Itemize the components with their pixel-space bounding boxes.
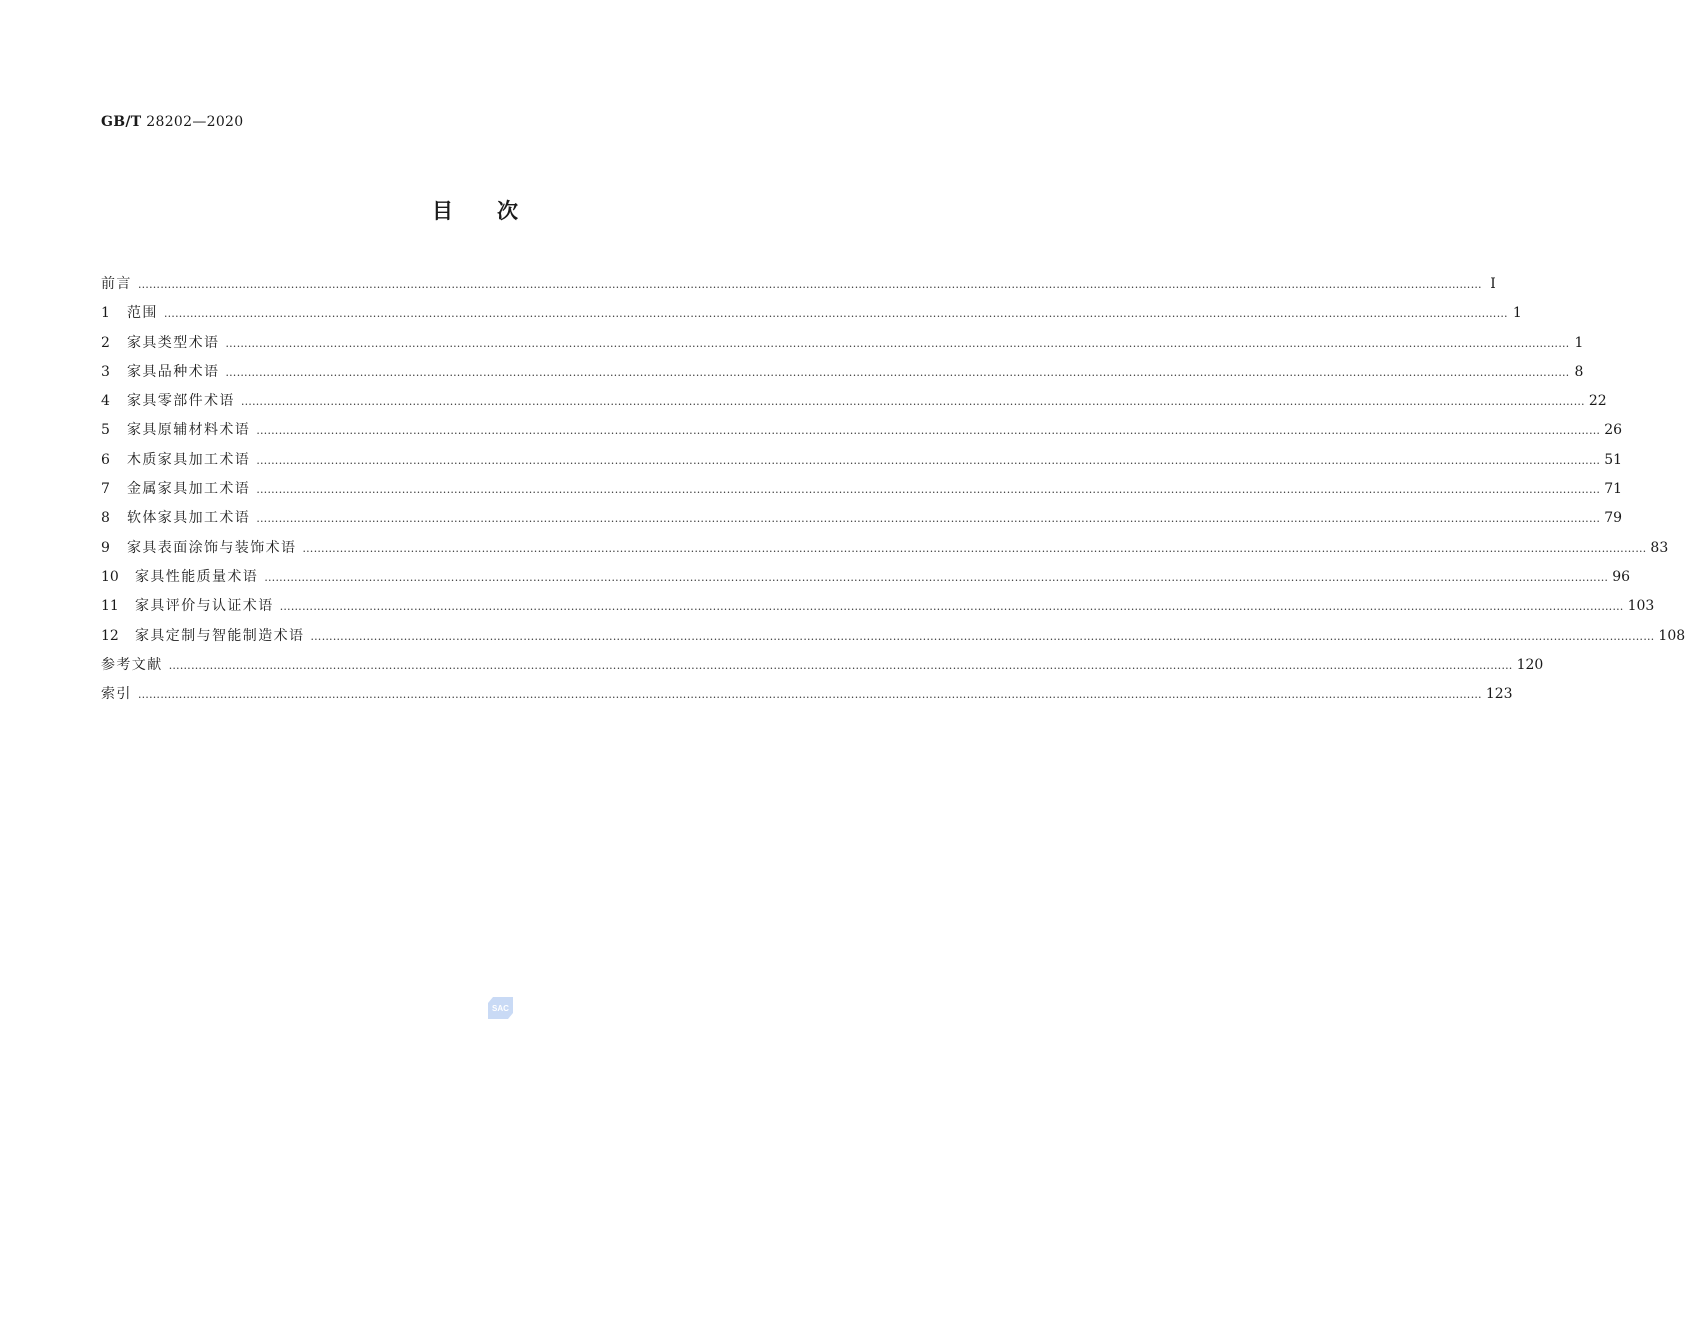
toc-leader-dots: ……………………………………………………………………………………………………………………………………………………………………………………………………………………………………………………………………………………………………………………………… [264,570,1609,584]
toc-entry[interactable] [101,651,1544,680]
toc-entry-number: 8 [101,510,110,527]
standard-number: 28202—2020 [146,114,244,130]
toc-leader-dots: ……………………………………………………………………………………………………………………………………………………………………………………………………………………………………………………………………………………………………………………………… [256,453,1601,467]
toc-leader-dots: ……………………………………………………………………………………………………………………………………………………………………………………………………………………………………………………………………………………………………………………………… [256,483,1601,497]
toc-entry[interactable] [101,504,1623,533]
toc-leader-dots: ……………………………………………………………………………………………………………………………………………………………………………………………………………………………………………………………………………………………………………………………… [168,658,1513,672]
toc-entry-label: 家具评价与认证术语 [135,598,274,615]
toc-entry-label: 家具原辅材料术语 [127,422,251,439]
toc-leader-dots: ……………………………………………………………………………………………………………………………………………………………………………………………………………………………………………………………………………………………………………………………… [256,512,1601,526]
toc-entry-page: 8 [1574,363,1584,380]
toc-entry-number: 3 [101,363,110,380]
toc-entry-label: 木质家具加工术语 [127,451,251,468]
toc-entry-page: 123 [1485,686,1513,703]
toc-entry[interactable] [101,270,1496,299]
toc-leader-dots: ……………………………………………………………………………………………………………………………………………………………………………………………………………………………………………………………………………………………………………………………… [137,688,1482,702]
standard-prefix: GB/T [101,114,142,130]
toc-list [101,270,1685,709]
toc-entry-number: 10 [101,568,119,585]
toc-leader-dots: ……………………………………………………………………………………………………………………………………………………………………………………………………………………………………………………………………………………………………………………………… [137,278,1482,291]
toc-entry-page: 1 [1512,305,1522,322]
toc-entry-page: Ⅰ [1490,276,1496,292]
toc-entry-page: 1 [1574,334,1584,351]
toc-entry-number: 1 [101,305,110,322]
toc-entry-label: 家具定制与智能制造术语 [135,627,305,644]
toc-leader-dots: ……………………………………………………………………………………………………………………………………………………………………………………………………………………………………………………………………………………………………………………………… [163,307,1508,321]
toc-entry-page: 26 [1604,422,1623,439]
toc-entry-page: 103 [1627,598,1655,615]
toc-entry[interactable] [101,416,1623,445]
toc-title-char-2: 次 [497,199,518,223]
sac-watermark-logo [487,996,514,1020]
toc-entry-number: 6 [101,451,110,468]
toc-entry[interactable] [101,534,1669,563]
toc-leader-dots: ……………………………………………………………………………………………………………………………………………………………………………………………………………………………………………………………………………………………………………………………… [225,365,1570,379]
toc-entry-number: 7 [101,481,110,498]
toc-leader-dots: ……………………………………………………………………………………………………………………………………………………………………………………………………………………………………………………………………………………………………………………………… [310,629,1655,643]
toc-entry-label: 家具性能质量术语 [135,568,259,585]
toc-entry[interactable] [101,592,1655,621]
toc-entry-label: 软体家具加工术语 [127,510,251,527]
toc-entry-page: 79 [1604,510,1623,527]
toc-entry-label: 参考文献 [101,656,163,673]
toc-entry[interactable] [101,446,1623,475]
toc-entry[interactable] [101,358,1584,387]
toc-entry-label: 家具品种术语 [127,363,220,380]
toc-entry-label: 索引 [101,686,132,703]
toc-entry-number: 4 [101,393,110,410]
toc-entry-number: 12 [101,627,119,644]
toc-entry-page: 83 [1650,539,1669,556]
toc-title [0,195,950,225]
toc-entry[interactable] [101,622,1685,651]
toc-entry[interactable] [101,387,1607,416]
toc-entry[interactable] [101,329,1584,358]
watermark-text: SAC [492,1004,509,1013]
toc-entry[interactable] [101,299,1522,328]
toc-entry-page: 108 [1658,627,1685,644]
toc-entry-label: 家具类型术语 [127,334,220,351]
toc-entry-label: 金属家具加工术语 [127,481,251,498]
toc-entry-label: 范围 [127,305,158,322]
toc-entry-label: 家具零部件术语 [127,393,235,410]
toc-entry-page: 120 [1516,656,1544,673]
standard-code [101,114,243,130]
toc-leader-dots: ……………………………………………………………………………………………………………………………………………………………………………………………………………………………………………………………………………………………………………………………… [256,424,1601,438]
toc-entry-page: 96 [1612,568,1631,585]
toc-entry[interactable] [101,475,1623,504]
toc-leader-dots: ……………………………………………………………………………………………………………………………………………………………………………………………………………………………………………………………………………………………………………………………… [279,600,1624,614]
toc-entry-label: 前言 [101,276,132,292]
toc-leader-dots: ……………………………………………………………………………………………………………………………………………………………………………………………………………………………………………………………………………………………………………………………… [225,336,1570,350]
toc-entry[interactable] [101,680,1513,709]
toc-entry-number: 9 [101,539,110,556]
toc-title-char-1: 目 [432,199,453,223]
toc-entry-number: 5 [101,422,110,439]
toc-entry-number: 11 [101,598,119,615]
toc-entry-page: 22 [1588,393,1607,410]
toc-leader-dots: ……………………………………………………………………………………………………………………………………………………………………………………………………………………………………………………………………………………………………………………………… [240,395,1585,409]
toc-entry-number: 2 [101,334,110,351]
toc-entry-page: 51 [1604,451,1623,468]
toc-entry-page: 71 [1604,481,1623,498]
toc-entry-label: 家具表面涂饰与装饰术语 [127,539,297,556]
toc-entry[interactable] [101,563,1631,592]
toc-leader-dots: ……………………………………………………………………………………………………………………………………………………………………………………………………………………………………………………………………………………………………………………………… [302,541,1647,555]
